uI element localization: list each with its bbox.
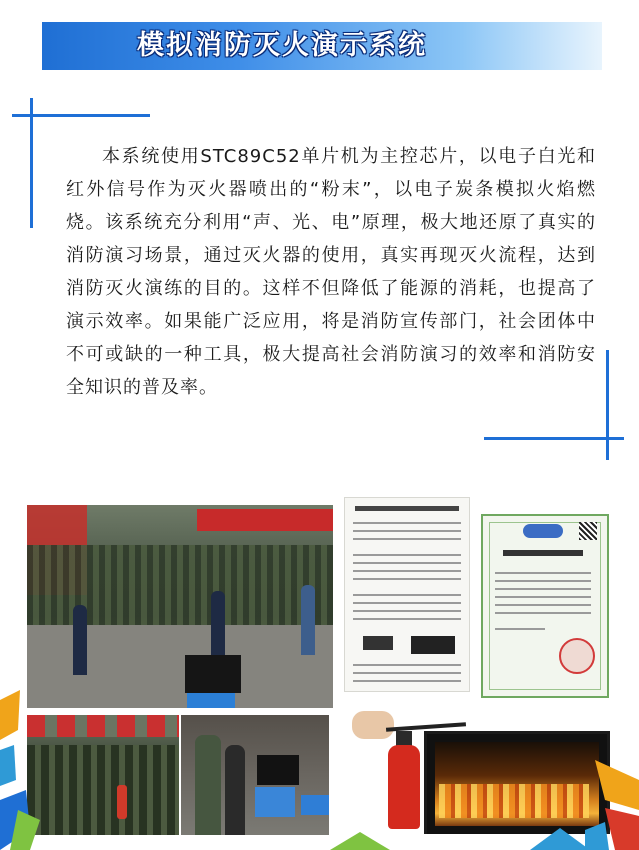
description-paragraph: 本系统使用STC89C52单片机为主控芯片，以电子白光和红外信号作为灭火器喷出的“粉末”，以电子炭条模拟火焰燃烧。该系统充分利用“声、光、电”原理，极大地还原了真实的消防演习场景，通过灭火器的使用，真实再现灭火流程，达到消防灭火演练的目的。这样不但降低了能源的消耗，也提高了演示效率。如果能广泛应用，将是消防宣传部门，社会团体中不可或缺的一种工具，极大提高社会消防演习的效率和消防安全知识的普及率。: [66, 146, 596, 398]
doc-text-line: [353, 530, 461, 532]
patent-certificate-photo: [481, 514, 609, 698]
doc-text-line: [353, 554, 461, 556]
hand-icon: [352, 711, 394, 739]
corner-decoration-right: [585, 760, 639, 850]
fire-drill-demo-photo: [27, 505, 333, 708]
blue-stool: [187, 693, 235, 708]
instructor-figure: [225, 745, 245, 835]
cert-text-line: [495, 612, 591, 614]
cert-text-line: [495, 628, 545, 630]
certificate-heading: [503, 550, 583, 556]
deco-line-bottom-horizontal: [484, 437, 624, 440]
cert-text-line: [495, 596, 591, 598]
person-left: [73, 605, 87, 675]
red-seal-icon: [559, 638, 595, 674]
extinguisher-icon: [117, 785, 127, 819]
doc-text-line: [353, 618, 461, 620]
doc-text-line: [353, 538, 461, 540]
qr-code-icon: [579, 522, 597, 540]
doc-text-line: [353, 680, 461, 682]
cert-text-line: [495, 580, 591, 582]
fire-simulator-box: [185, 655, 241, 693]
bottom-decoration: [330, 810, 590, 850]
certificate-logo: [523, 524, 563, 538]
doc-text-line: [353, 562, 461, 564]
cert-text-line: [495, 604, 591, 606]
cert-text-line: [495, 572, 591, 574]
doc-title-line: [355, 506, 459, 511]
blue-crate: [301, 795, 329, 815]
doc-text-line: [353, 664, 461, 666]
doc-text-line: [353, 594, 461, 596]
page-title: 模拟消防灭火演示系统: [137, 30, 427, 61]
cert-text-line: [495, 588, 591, 590]
doc-text-line: [353, 672, 461, 674]
blue-stool: [255, 787, 295, 817]
deco-line-top-vertical: [30, 98, 33, 228]
doc-text-line: [353, 602, 461, 604]
corner-decoration-left: [0, 690, 70, 850]
deco-line-bottom-vertical: [606, 350, 609, 460]
person-center: [211, 591, 225, 661]
doc-figure: [363, 636, 393, 650]
doc-figure: [411, 636, 455, 654]
header-banner: [0, 22, 639, 72]
extinguisher-demo-photo: [181, 715, 329, 835]
red-banner: [197, 509, 333, 531]
doc-text-line: [353, 570, 461, 572]
paper-document-photo: [344, 497, 470, 692]
fire-simulator-box: [257, 755, 299, 785]
soldier-figure: [195, 735, 221, 835]
doc-text-line: [353, 578, 461, 580]
doc-text-line: [353, 610, 461, 612]
doc-text-line: [353, 522, 461, 524]
person-right: [301, 585, 315, 655]
